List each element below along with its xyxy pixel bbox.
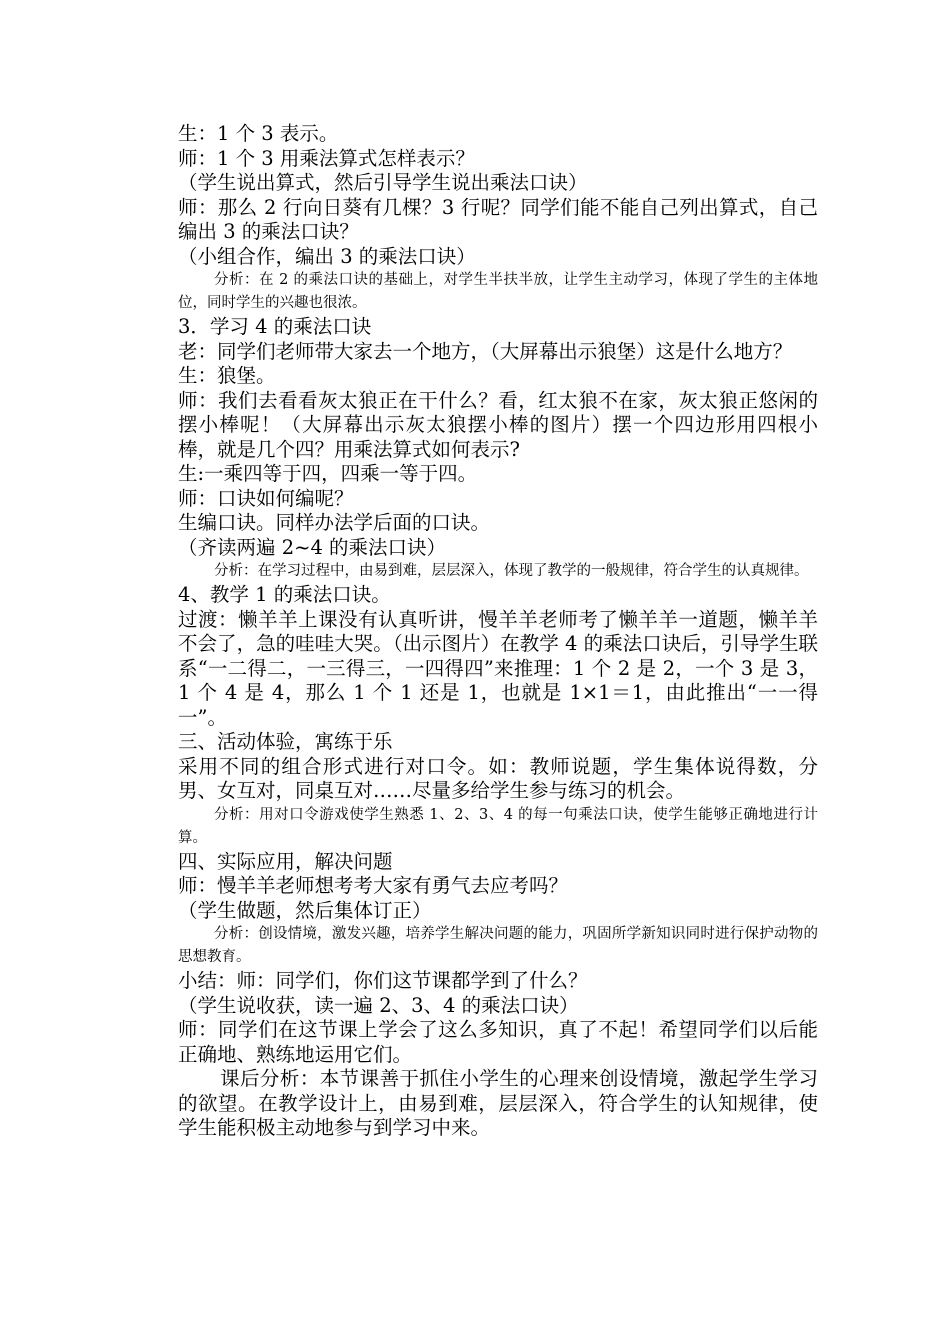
analysis-paragraph: 分析：在学习过程中，由易到难，层层深入，体现了教学的一般规律，符合学生的认真规律。: [214, 563, 809, 579]
text-paragraph: 师：同学们在这节课上学会了这么多知识，真了不起！希望同学们以后能正确地、熟练地运用它们。: [178, 1018, 818, 1066]
text-paragraph: 师：我们去看看灰太狼正在干什么？看，红太狼不在家，灰太狼正悠闲的摆小棒呢！（大屏幕出示灰太狼摆小棒的图片）摆一个四边形用四根小棒，就是几个四？用乘法算式如何表示?: [178, 388, 818, 461]
text-paragraph: 师：口诀如何编呢？: [178, 486, 354, 510]
text-paragraph: 3．学习 4 的乘法口诀: [178, 315, 372, 338]
text-paragraph: （学生做题，然后集体订正）: [178, 898, 432, 922]
text-paragraph: （学生说出算式，然后引导学生说出乘法口诀）: [178, 171, 588, 194]
text-paragraph: 老：同学们老师带大家去一个地方，（大屏幕出示狼堡）这是什么地方？: [178, 339, 793, 363]
text-paragraph: （学生说收获，读一遍 2、3、4 的乘法口诀）: [178, 993, 579, 1017]
text-paragraph: 采用不同的组合形式进行对口令。如：教师说题，学生集体说得数，分男、女互对，同桌互对……尽量多给学生参与练习的机会。: [178, 754, 818, 802]
text-paragraph: 生：狼堡。: [178, 364, 276, 387]
text-paragraph: 师：那么 2 行向日葵有几棵？3 行呢？同学们能不能自己列出算式，自己编出 3 的乘法口诀？: [178, 195, 818, 243]
text-paragraph: 过渡：懒羊羊上课没有认真听讲，慢羊羊老师考了懒羊羊一道题，懒羊羊不会了，急的哇哇大哭。（出示图片）在教学 4 的乘法口诀后，引导学生联系“一二得二，一三得三，一四得四”来推理：1 个 2 是 2，一个 3 是 3，1 个 4 是 4，那么 1 个 1 还是 1，也就是 1×1＝1，由此推出“一一得一”。: [178, 607, 818, 729]
text-paragraph: 小结：师：同学们，你们这节课都学到了什么？: [178, 969, 588, 992]
text-paragraph: 四、实际应用，解决问题: [178, 849, 393, 873]
document-page: [178, 122, 818, 1141]
text-paragraph: 生：1 个 3 表示。: [178, 122, 339, 145]
analysis-paragraph: 分析：用对口令游戏使学生熟悉 1、2、3、4 的每一句乘法口诀，使学生能够正确地进行计算。: [178, 806, 818, 846]
analysis-paragraph: 分析：在 2 的乘法口诀的基础上，对学生半扶半放，让学生主动学习，体现了学生的主体地位，同时学生的兴趣也很浓。: [178, 272, 818, 311]
text-paragraph: 课后分析：本节课善于抓住小学生的心理来创设情境，激起学生学习的欲望。在教学设计上，由易到难，层层深入，符合学生的认知规律，使学生能积极主动地参与到学习中来。: [178, 1067, 818, 1139]
analysis-paragraph: 分析：创设情境，激发兴趣，培养学生解决问题的能力，巩固所学新知识同时进行保护动物的思想教育。: [178, 926, 818, 965]
text-paragraph: 三、活动体验，寓练于乐: [178, 730, 393, 753]
text-paragraph: 师：1 个 3 用乘法算式怎样表示？: [178, 146, 475, 170]
text-paragraph: 生:一乘四等于四，四乘一等于四。: [178, 462, 478, 485]
text-paragraph: （齐读两遍 2~4 的乘法口诀）: [178, 535, 447, 559]
text-paragraph: 生编口诀。同样办法学后面的口诀。: [178, 511, 491, 534]
text-paragraph: 师：慢羊羊老师想考考大家有勇气去应考吗？: [178, 874, 569, 897]
text-paragraph: 4、教学 1 的乘法口诀。: [178, 583, 391, 606]
text-paragraph: （小组合作，编出 3 的乘法口诀）: [178, 244, 476, 268]
